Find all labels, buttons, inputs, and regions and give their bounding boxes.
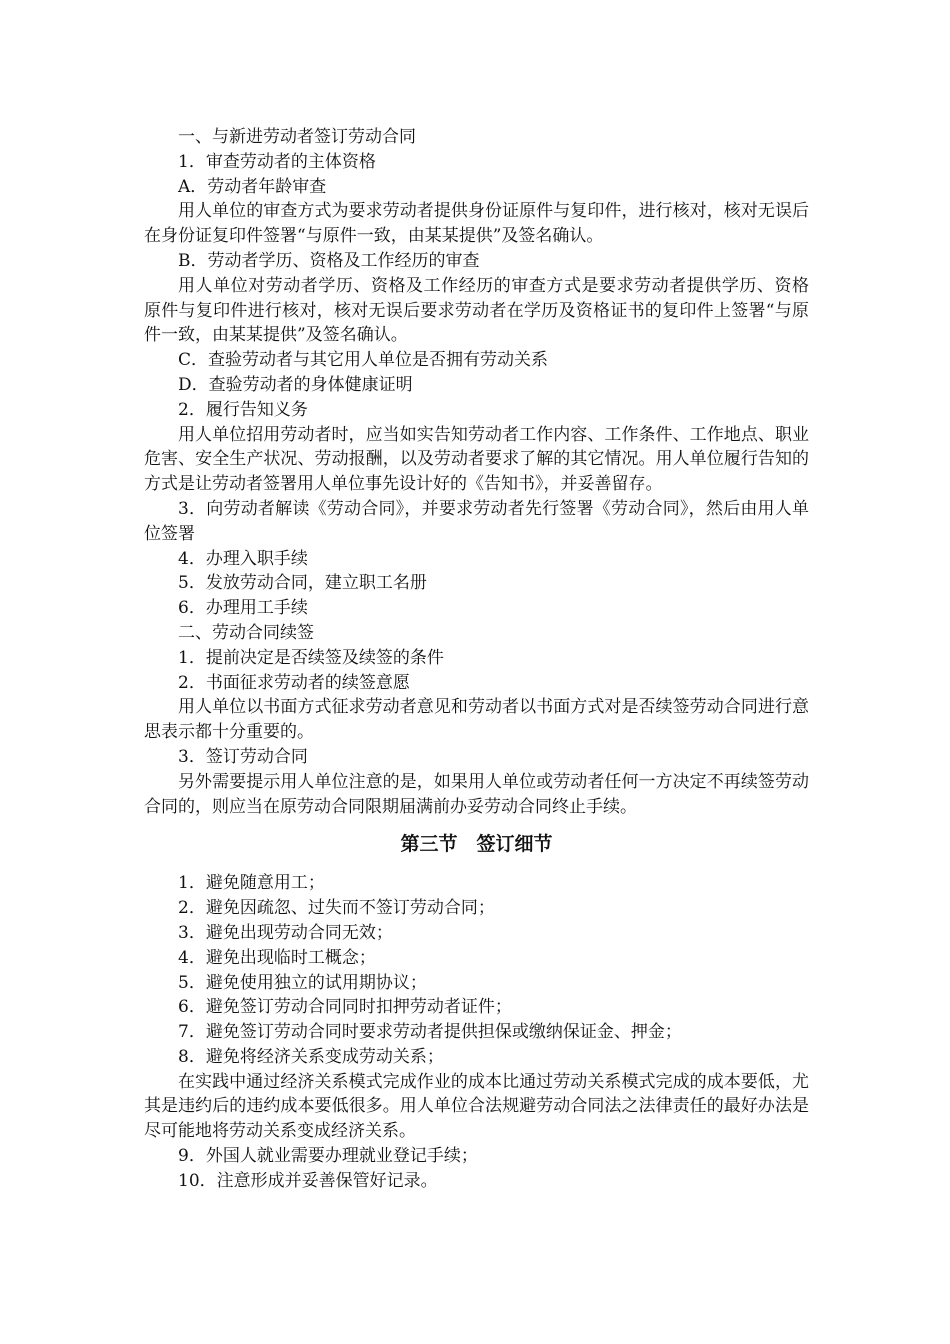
section-two-item-3: 3．签订劳动合同 xyxy=(178,746,308,767)
section-two-item-3-body: 另外需要提示用人单位注意的是，如果用人单位或劳动者任何一方决定不再续签劳动合同的，则应当在原劳动合同限期届满前办妥劳动合同终止手续。 xyxy=(144,771,809,817)
section-one-item-6: 6．办理用工手续 xyxy=(178,598,308,619)
document-page xyxy=(144,125,809,1194)
section-three-item-9: 9．外国人就业需要办理就业登记手续； xyxy=(178,1146,478,1167)
section-one-item-3: 3．向劳动者解读《劳动合同》，并要求劳动者先行签署《劳动合同》，然后由用人单位签署 xyxy=(144,498,809,544)
section-two-title: 二、劳动合同续签 xyxy=(178,622,314,643)
section-one-item-1b-body: 用人单位对劳动者学历、资格及工作经历的审查方式是要求劳动者提供学历、资格 原件与复印件进行核对，核对无误后要求劳动者在学历及资格证书的复印件上签署“与原件一致，由某某提供”及签名确认。 xyxy=(144,275,809,346)
section-three-item-2: 2．避免因疏忽、过失而不签订劳动合同； xyxy=(178,898,495,919)
section-one-item-2: 2．履行告知义务 xyxy=(178,399,308,420)
section-one-item-1d: D．查验劳动者的身体健康证明 xyxy=(178,374,413,395)
section-one-title: 一、与新进劳动者签订劳动合同 xyxy=(178,127,416,147)
section-three-heading: 第三节 签订细节 xyxy=(400,833,553,856)
section-one-item-1: 1．审查劳动者的主体资格 xyxy=(178,151,376,172)
section-one-item-1a: A．劳动者年龄审查 xyxy=(178,176,327,197)
section-three-item-7: 7．避免签订劳动合同时要求劳动者提供担保或缴纳保证金、押金； xyxy=(178,1022,682,1043)
section-two-item-2: 2．书面征求劳动者的续签意愿 xyxy=(178,672,410,693)
section-three-item-8-body: 在实践中通过经济关系模式完成作业的成本比通过劳动关系模式完成的成本要低，尤其是违约后的违约成本要低很多。用人单位合法规避劳动合同法之法律责任的最好办法是尽可能地将劳动关系变成经济关系。 xyxy=(144,1071,809,1142)
section-two-item-2-body: 用人单位以书面方式征求劳动者意见和劳动者以书面方式对是否续签劳动合同进行意思表示都十分重要的。 xyxy=(144,697,809,743)
section-one-item-1c: C．查验劳动者与其它用人单位是否拥有劳动关系 xyxy=(178,350,549,371)
section-one-item-1a-body: 用人单位的审查方式为要求劳动者提供身份证原件与复印件，进行核对，核对无误后在身份证复印件签署“与原件一致，由某某提供”及签名确认。 xyxy=(144,201,809,247)
section-three-item-8: 8．避免将经济关系变成劳动关系； xyxy=(178,1046,444,1067)
section-three-item-10: 10．注意形成并妥善保管好记录。 xyxy=(178,1170,438,1191)
section-three-item-4: 4．避免出现临时工概念； xyxy=(178,947,376,968)
section-three-item-3: 3．避免出现劳动合同无效； xyxy=(178,922,393,943)
section-one-item-2-body: 用人单位招用劳动者时，应当如实告知劳动者工作内容、工作条件、工作地点、职业危害、安全生产状况、劳动报酬，以及劳动者要求了解的其它情况。用人单位履行告知的方式是让劳动者签署用人单位事先设计好的《告知书》，并妥善留存。 xyxy=(144,424,809,495)
section-three-item-1: 1．避免随意用工； xyxy=(178,873,325,894)
section-three-item-5: 5．避免使用独立的试用期协议； xyxy=(178,972,427,993)
section-two-item-1: 1．提前决定是否续签及续签的条件 xyxy=(178,647,444,668)
section-one-item-5: 5．发放劳动合同，建立职工名册 xyxy=(178,573,427,594)
section-three-item-6: 6．避免签订劳动合同同时扣押劳动者证件； xyxy=(178,997,512,1018)
section-one-item-1b: B．劳动者学历、资格及工作经历的审查 xyxy=(178,250,480,271)
section-one-item-4: 4．办理入职手续 xyxy=(178,548,308,569)
